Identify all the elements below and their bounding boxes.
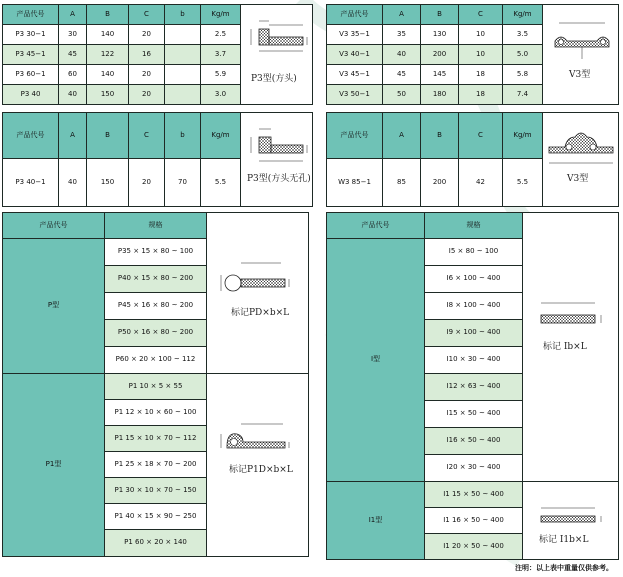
profile-drawing-v3 — [549, 11, 615, 71]
cell-b: 180 — [421, 85, 459, 105]
cell-a: 40 — [383, 45, 421, 65]
header-a: A — [383, 113, 421, 159]
cell-a: 85 — [383, 159, 421, 207]
caption-i1: 标记 I1b×L — [539, 535, 589, 545]
spec-cell: P1 10 × 5 × 55 — [105, 374, 207, 400]
cell-code: P3 40−1 — [3, 159, 59, 207]
spec-cell: P40 × 15 × 80 ~ 200 — [105, 266, 207, 293]
header-spec: 规格 — [105, 213, 207, 239]
figure-p3-no-hole — [241, 113, 313, 207]
figure-v3 — [543, 5, 619, 105]
profile-drawing-i — [535, 297, 607, 337]
group-i: I型 — [327, 239, 425, 482]
header-b: B — [87, 5, 129, 25]
header-spec: 规格 — [425, 213, 523, 239]
spec-cell: P1 15 × 10 × 70 ~ 112 — [105, 426, 207, 452]
header-b: B — [421, 113, 459, 159]
table-p3-square-head — [2, 4, 313, 105]
spec-cell: P45 × 16 × 80 ~ 200 — [105, 293, 207, 320]
header-c: C — [129, 113, 165, 159]
cell-kg: 5.5 — [503, 159, 543, 207]
spec-cell: P1 60 × 20 × 140 — [105, 530, 207, 557]
header-code: 产品代号 — [3, 113, 59, 159]
cell-code: V3 40−1 — [327, 45, 383, 65]
cell-code: P3 45−1 — [3, 45, 59, 65]
caption-v3: V3型 — [569, 70, 591, 80]
figure-p — [207, 213, 309, 374]
spec-cell: P1 25 × 18 × 70 ~ 200 — [105, 452, 207, 478]
table-p3-no-hole — [2, 112, 313, 207]
cell-lower-b: 70 — [165, 159, 201, 207]
cell-c: 20 — [129, 159, 165, 207]
profile-drawing-w3 — [545, 125, 617, 173]
cell-code: V3 50−1 — [327, 85, 383, 105]
group-p: P型 — [3, 239, 105, 374]
caption-p1: 标记P1D×b×L — [229, 465, 293, 475]
spec-cell: I9 × 100 ~ 400 — [425, 320, 523, 347]
cell-b: 140 — [87, 25, 129, 45]
header-c: C — [459, 113, 503, 159]
cell-lower-b — [165, 65, 201, 85]
cell-a: 50 — [383, 85, 421, 105]
spec-cell: I8 × 100 ~ 400 — [425, 293, 523, 320]
cell-c: 42 — [459, 159, 503, 207]
cell-b: 145 — [421, 65, 459, 85]
cell-lower-b — [165, 25, 201, 45]
spec-cell: I5 × 80 ~ 100 — [425, 239, 523, 266]
header-code: 产品代号 — [327, 5, 383, 25]
cell-kg: 5.9 — [201, 65, 241, 85]
caption-i: 标记 Ib×L — [543, 342, 587, 352]
cell-kg: 3.5 — [503, 25, 543, 45]
cell-b: 150 — [87, 85, 129, 105]
spec-cell: P35 × 15 × 80 ~ 100 — [105, 239, 207, 266]
spec-cell: I15 × 50 ~ 400 — [425, 401, 523, 428]
header-a: A — [59, 5, 87, 25]
cell-lower-b — [165, 45, 201, 65]
cell-a: 60 — [59, 65, 87, 85]
spec-cell: P1 12 × 10 × 60 ~ 100 — [105, 400, 207, 426]
header-c: C — [129, 5, 165, 25]
cell-kg: 3.0 — [201, 85, 241, 105]
cell-code: P3 60−1 — [3, 65, 59, 85]
spec-cell: I20 × 30 ~ 400 — [425, 455, 523, 482]
cell-a: 40 — [59, 159, 87, 207]
header-lower-b: b — [165, 5, 201, 25]
cell-a: 35 — [383, 25, 421, 45]
table-p-types — [2, 212, 309, 557]
spec-cell: P60 × 20 × 100 ~ 112 — [105, 347, 207, 374]
header-lower-b: b — [165, 113, 201, 159]
header-code: 产品代号 — [327, 213, 425, 239]
figure-w3 — [543, 113, 619, 207]
cell-b: 140 — [87, 65, 129, 85]
cell-b: 122 — [87, 45, 129, 65]
cell-c: 20 — [129, 25, 165, 45]
header-b: B — [87, 113, 129, 159]
cell-c: 18 — [459, 65, 503, 85]
header-kg: Kg/m — [201, 113, 241, 159]
header-b: B — [421, 5, 459, 25]
cell-code: P3 40 — [3, 85, 59, 105]
header-kg: Kg/m — [201, 5, 241, 25]
table-v3 — [326, 4, 619, 105]
group-i1: I1型 — [327, 482, 425, 560]
header-a: A — [59, 113, 87, 159]
figure-i — [523, 213, 619, 482]
spec-cell: P1 40 × 15 × 90 ~ 250 — [105, 504, 207, 530]
cell-b: 200 — [421, 159, 459, 207]
header-c: C — [459, 5, 503, 25]
cell-code: V3 35−1 — [327, 25, 383, 45]
cell-c: 10 — [459, 25, 503, 45]
header-code: 产品代号 — [327, 113, 383, 159]
header-code: 产品代号 — [3, 213, 105, 239]
profile-drawing-i1 — [535, 504, 607, 534]
spec-cell: I12 × 63 ~ 400 — [425, 374, 523, 401]
header-kg: Kg/m — [503, 5, 543, 25]
caption-p3: P3型(方头) — [251, 74, 297, 84]
cell-kg: 5.8 — [503, 65, 543, 85]
caption-p3-no-hole: P3型(方头无孔) — [247, 174, 311, 184]
cell-code: P3 30−1 — [3, 25, 59, 45]
group-p1: P1型 — [3, 374, 105, 557]
profile-drawing-p1 — [217, 420, 301, 460]
figure-p3-square-head — [241, 5, 313, 105]
cell-kg: 7.4 — [503, 85, 543, 105]
profile-drawing-p3 — [245, 11, 309, 69]
profile-drawing-p3-no-hole — [245, 123, 309, 173]
table-i-types — [326, 212, 619, 560]
table-w3 — [326, 112, 619, 207]
cell-b: 200 — [421, 45, 459, 65]
cell-kg: 3.7 — [201, 45, 241, 65]
header-code: 产品代号 — [3, 5, 59, 25]
cell-c: 16 — [129, 45, 165, 65]
spec-cell: I16 × 50 ~ 400 — [425, 428, 523, 455]
cell-a: 45 — [383, 65, 421, 85]
spec-cell: P1 30 × 10 × 70 ~ 150 — [105, 478, 207, 504]
cell-lower-b — [165, 85, 201, 105]
profile-drawing-p — [215, 259, 299, 303]
cell-code: W3 85−1 — [327, 159, 383, 207]
cell-code: V3 45−1 — [327, 65, 383, 85]
spec-cell: P50 × 16 × 80 ~ 200 — [105, 320, 207, 347]
header-kg: Kg/m — [503, 113, 543, 159]
figure-i1 — [523, 482, 619, 560]
cell-a: 45 — [59, 45, 87, 65]
spec-cell: I10 × 30 ~ 400 — [425, 347, 523, 374]
spec-cell: I1 15 × 50 ~ 400 — [425, 482, 523, 508]
footnote: 注明：以上表中重量仅供参考。 — [515, 564, 613, 572]
cell-c: 10 — [459, 45, 503, 65]
figure-p1 — [207, 374, 309, 557]
cell-a: 30 — [59, 25, 87, 45]
cell-kg: 5.5 — [201, 159, 241, 207]
cell-a: 40 — [59, 85, 87, 105]
caption-p: 标记PD×b×L — [231, 308, 290, 318]
cell-c: 20 — [129, 65, 165, 85]
header-a: A — [383, 5, 421, 25]
cell-b: 150 — [87, 159, 129, 207]
cell-c: 18 — [459, 85, 503, 105]
caption-w3: V3型 — [567, 174, 589, 184]
cell-b: 130 — [421, 25, 459, 45]
cell-kg: 5.0 — [503, 45, 543, 65]
spec-cell: I1 16 × 50 ~ 400 — [425, 508, 523, 534]
spec-cell: I6 × 100 ~ 400 — [425, 266, 523, 293]
spec-cell: I1 20 × 50 ~ 400 — [425, 534, 523, 560]
cell-kg: 2.5 — [201, 25, 241, 45]
cell-c: 20 — [129, 85, 165, 105]
